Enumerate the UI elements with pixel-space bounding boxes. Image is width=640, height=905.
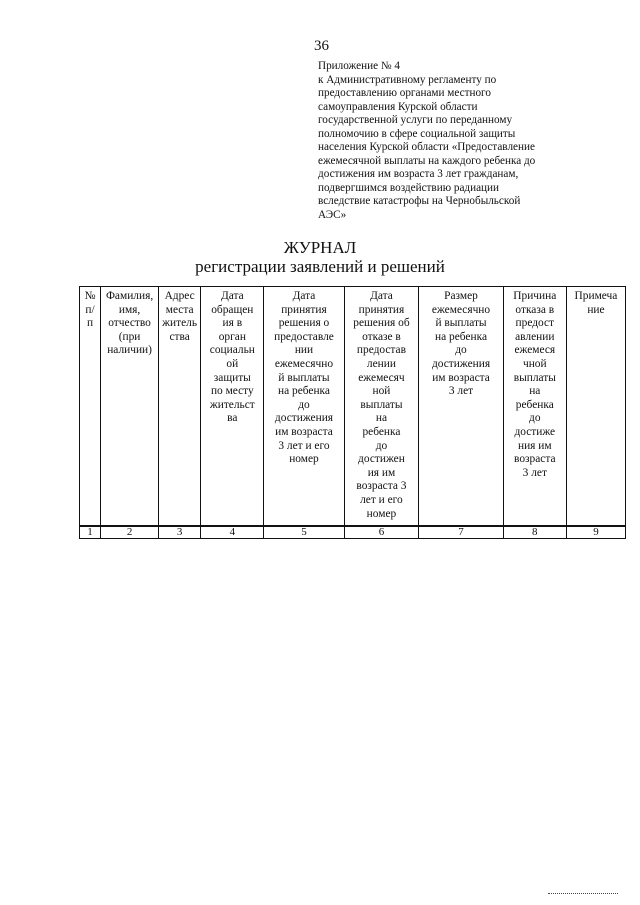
column-header-line: социальн <box>209 344 255 357</box>
column-header-line: достижения <box>431 357 491 370</box>
column-header-line: ребенка <box>362 425 401 438</box>
column-header-line: выплаты <box>513 371 556 384</box>
column-header-line: нии <box>294 344 314 357</box>
page-number: 36 <box>314 38 329 54</box>
appendix-line: достижения им возраста 3 лет гражданам, <box>318 168 519 180</box>
appendix-line: предоставлению органами местного <box>318 87 491 99</box>
column-header-line: жительст <box>209 398 255 411</box>
column-number: 5 <box>264 526 344 539</box>
column-header-line: 3 лет <box>448 385 474 398</box>
column-header-line: решения об <box>353 317 410 330</box>
column-header-line: отказа в <box>515 303 555 316</box>
column-header-line: Дата <box>292 290 316 302</box>
column-number: 2 <box>101 526 159 539</box>
column-header-line: на <box>529 385 541 398</box>
column-header-line: п/ <box>85 303 95 316</box>
column-header-line: Причина <box>513 290 557 302</box>
column-header-line: обращен <box>211 303 254 316</box>
column-header-line: на ребенка <box>278 385 330 398</box>
column-header-line: возраста <box>514 453 556 466</box>
column-number: 6 <box>344 526 419 539</box>
column-header <box>159 287 201 527</box>
column-header-line: ежемесяч <box>358 371 405 384</box>
column-header-line: выплаты <box>360 398 403 411</box>
appendix-line: подвергшимся воздействию радиации <box>318 181 500 194</box>
appendix-block <box>318 60 558 222</box>
column-header-line: решения о <box>278 317 330 330</box>
column-header-line: имя, <box>118 303 141 316</box>
column-header-line: ежемеся <box>514 344 556 357</box>
column-header-line: до <box>529 412 541 425</box>
column-header-line: ребенка <box>515 398 554 411</box>
column-header-line: лет и его <box>360 493 403 506</box>
column-header <box>344 287 419 527</box>
column-number: 3 <box>159 526 201 539</box>
column-header-line: до <box>455 344 467 357</box>
column-header-line: до <box>298 398 310 411</box>
footer-mark <box>548 893 618 897</box>
column-header-line: Дата <box>370 290 393 302</box>
column-header-line: ства <box>169 330 190 343</box>
column-header-line: ежемесячно <box>274 357 334 370</box>
column-header-line: Адрес <box>164 290 195 302</box>
column-header-line: ия в <box>222 317 243 330</box>
journal-table <box>79 286 626 539</box>
column-header-line: предостав <box>356 344 406 357</box>
appendix-line: АЭС» <box>318 208 347 221</box>
appendix-line: самоуправления Курской области <box>318 100 478 113</box>
column-header-line: Примеча <box>574 290 618 302</box>
column-header-line: им возраста <box>432 371 490 384</box>
column-header-line: чной <box>522 357 547 370</box>
appendix-line: к Административному регламенту по <box>318 73 497 86</box>
column-header-line: житель <box>162 317 198 330</box>
column-number: 4 <box>201 526 264 539</box>
column-header <box>201 287 264 527</box>
column-header-line: наличии) <box>107 344 152 357</box>
appendix-line: ежемесячной выплаты на каждого ребенка до <box>318 154 536 167</box>
column-header-line: ние <box>587 303 605 316</box>
column-header <box>80 287 101 527</box>
column-header-line: предост <box>515 317 555 330</box>
column-header-line: авлении <box>515 330 555 343</box>
column-header-line: номер <box>289 453 319 466</box>
column-header-line: до <box>375 439 388 452</box>
appendix-line: Приложение № 4 <box>318 60 400 72</box>
column-header-line: достижения <box>274 412 334 425</box>
column-header-line: им возраста <box>275 425 333 438</box>
column-number: 9 <box>566 526 625 539</box>
column-number: 8 <box>503 526 566 539</box>
column-header-line: на <box>375 412 388 425</box>
column-header <box>101 287 159 527</box>
column-header-line: номер <box>366 507 397 520</box>
column-header-line: ной <box>372 385 391 398</box>
column-number: 1 <box>80 526 101 539</box>
column-header-line: Дата <box>220 290 244 302</box>
column-header-line: по месту <box>210 385 254 398</box>
column-header-line: достиже <box>514 425 556 438</box>
column-header-line: отчество <box>108 317 151 330</box>
column-header-line: места <box>165 303 194 316</box>
column-header <box>419 287 503 527</box>
column-header-line: отказе в <box>362 330 401 343</box>
column-header-line: ия им <box>367 466 396 479</box>
appendix-line: вследствие катастрофы на Чернобыльской <box>318 195 521 207</box>
column-header-line: принятия <box>358 303 405 316</box>
column-header-line: на ребенка <box>435 330 487 343</box>
document-title: ЖУРНАЛ <box>283 238 357 257</box>
column-header-line: ва <box>227 412 238 425</box>
column-header-line: ой <box>226 357 239 370</box>
header-row <box>80 287 626 527</box>
column-header-line: достижен <box>358 453 405 466</box>
column-header-line: Размер <box>444 290 478 302</box>
column-header-line: орган <box>218 330 246 343</box>
column-header-line: ежемесячно <box>431 303 491 316</box>
column-header-line: № <box>84 290 96 302</box>
column-header-line: 3 лет и его <box>278 439 330 452</box>
column-number: 7 <box>419 526 503 539</box>
column-header-line: принятия <box>281 303 327 316</box>
appendix-line: населения Курской области «Предоставление <box>318 141 535 153</box>
column-header-line: Фамилия, <box>105 290 154 302</box>
column-header <box>503 287 566 527</box>
appendix-line: государственной услуги по переданному <box>318 114 513 126</box>
column-header-line: й выплаты <box>278 371 330 384</box>
column-header-line: (при <box>118 330 141 343</box>
column-header-line: возраста 3 <box>356 480 407 493</box>
column-header-line: ния им <box>517 439 552 452</box>
column-header-line: п <box>86 317 94 330</box>
column-header-line: 3 лет <box>522 466 547 479</box>
column-header-line: й выплаты <box>435 317 487 330</box>
column-header-line: защиты <box>213 371 251 384</box>
column-header-line: лении <box>366 357 396 370</box>
document-subtitle: регистрации заявлений и решений <box>195 257 445 276</box>
column-number-row <box>80 526 626 539</box>
column-header <box>264 287 344 527</box>
column-header <box>566 287 625 527</box>
column-header-line: предоставле <box>274 330 334 343</box>
appendix-line: полномочию в сфере социальной защиты <box>318 127 516 140</box>
